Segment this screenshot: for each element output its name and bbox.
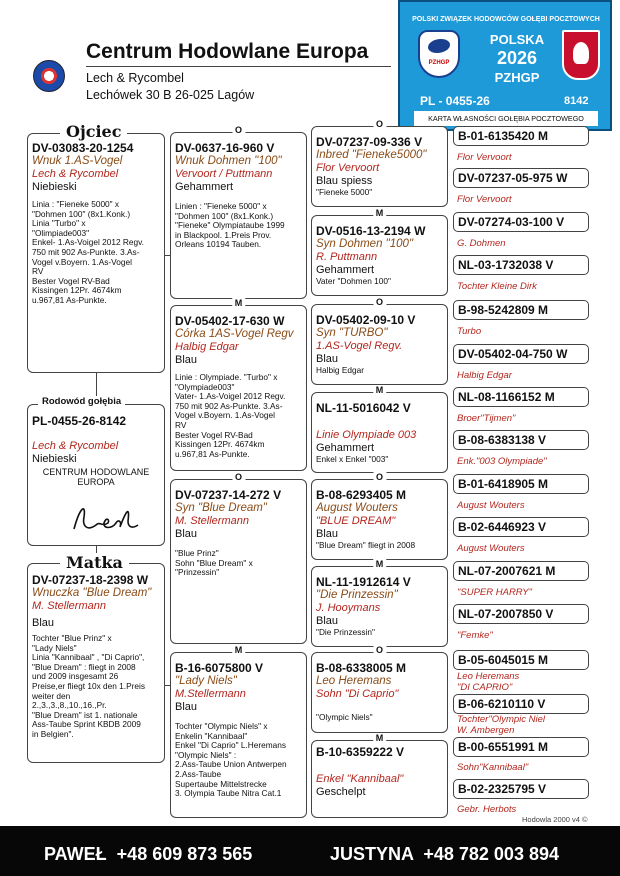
- sex-tag: M: [373, 385, 387, 395]
- ancestor-ring: NL-11-1912614 V: [316, 575, 411, 589]
- ancestor-owner: Enkel "Kannibaal": [316, 773, 404, 785]
- gen4-box-1[interactable]: [453, 126, 589, 146]
- ancestor-owner: 1.AS-Vogel Regv.: [316, 340, 403, 352]
- ancestor-owner: Vervoort / Puttmann: [175, 168, 273, 180]
- gen2-box-3[interactable]: [170, 472, 307, 644]
- ancestor-ring: B-16-6075800 V: [175, 661, 264, 675]
- ancestor-owner: "SUPER HARRY": [457, 587, 533, 598]
- sex-tag: O: [373, 297, 386, 307]
- sire-name: Wnuk 1.AS-Vogel: [32, 155, 123, 167]
- dam-ring: DV-07237-18-2398 W: [32, 573, 149, 587]
- eagle-emblem: [562, 30, 600, 80]
- ownership-card: [398, 0, 612, 131]
- ancestor-ring: DV-07237-05-975 W: [458, 171, 568, 185]
- card-year: 2026: [496, 48, 538, 68]
- dam-color: Blau: [32, 617, 55, 629]
- ancestor-owner-2: "DI CAPRIO": [457, 682, 513, 693]
- gen4-box-15[interactable]: [453, 737, 589, 757]
- gen4-box-7[interactable]: [453, 387, 589, 407]
- gen3-box-5[interactable]: [311, 472, 448, 560]
- ancestor-name: "Die Prinzessin": [316, 589, 398, 601]
- gen4-box-13[interactable]: [453, 650, 589, 670]
- ancestor-owner: Tochter"Olympic Niel: [457, 714, 546, 725]
- gen2-box-4[interactable]: [170, 645, 307, 818]
- subject-breeder-line1: CENTRUM HODOWLANE: [42, 467, 150, 477]
- gen4-box-11[interactable]: [453, 561, 589, 581]
- ancestor-ring: B-10-6359222 V: [316, 745, 405, 759]
- ancestor-color: Blau spiess: [316, 175, 373, 187]
- ancestor-owner: M. Stellermann: [175, 515, 249, 527]
- ancestor-owner: Tochter Kleine Dirk: [457, 281, 537, 292]
- gen4-box-8[interactable]: [453, 430, 589, 450]
- gen4-box-16[interactable]: [453, 779, 589, 799]
- subject-ring: PL-0455-26-8142: [32, 414, 127, 428]
- gen4-box-12[interactable]: [453, 604, 589, 624]
- ancestor-owner: Halbig Edgar: [175, 341, 239, 353]
- ancestor-notes: Linie : Olympiade. "Turbo" x "Olympiade003" Vater- 1.As-Voigel 2012 Regv. 750 mit 902 As-Punkte. 3.As- Vogel v.Boyern. 1.As-Vogel RV Bester Vogel RV-Bad Kissingen 12Pr. 4674km u.967,81 As-Punkte.: [175, 372, 286, 459]
- ancestor-notes: "Blue Dream" fliegt in 2008: [316, 540, 416, 550]
- ancestor-notes: Tochter "Olympic Niels" x Enkelin "Kannibaal" Enkel "Di Caprio" L.Heremans "Olympic Niels" : 2.Ass-Taube Union Antwerpen 2.Ass-Taube Supertaube Mittelstrecke 3. Olympia Taube Nitra Cat.1: [175, 721, 287, 799]
- ancestor-owner: August Wouters: [457, 543, 525, 554]
- sex-tag: O: [373, 645, 386, 655]
- ancestor-notes: Linien : "Fieneke 5000" x "Dohmen 100" (8x1.Konk.) "Fieneke" Olympiataube 1999 in Blackpool. 1.Preis Prov. Orleans 10194 Tauben.: [175, 201, 285, 250]
- gen3-box-2[interactable]: [311, 208, 448, 296]
- ancestor-owner: J. Hooymans: [316, 602, 381, 614]
- card-number: 8142: [564, 95, 589, 107]
- ancestor-name: August Wouters: [316, 502, 398, 514]
- sex-tag: M: [232, 645, 246, 655]
- ancestor-ring: NL-11-5016042 V: [316, 401, 411, 415]
- ancestor-owner: Gebr. Herbots: [457, 804, 517, 815]
- ancestor-ring: B-02-2325795 V: [458, 782, 547, 796]
- subject-color: Niebieski: [32, 453, 77, 465]
- ancestor-name: Inbred "Fieneke5000": [316, 149, 427, 161]
- ancestor-ring: NL-07-2007621 M: [458, 564, 556, 578]
- ancestor-color: Gehammert: [316, 442, 375, 454]
- logo-text: PZHGP: [428, 60, 450, 66]
- ancestor-ring: DV-0516-13-2194 W: [316, 224, 426, 238]
- subject-breeder-line2: EUROPA: [77, 477, 115, 487]
- card-ring: PL - 0455-26: [420, 94, 490, 108]
- ancestor-owner: Flor Vervoort: [457, 194, 512, 205]
- gen4-box-5[interactable]: [453, 300, 589, 320]
- ancestor-owner: Flor Vervoort: [316, 162, 380, 174]
- ancestor-ring: B-05-6045015 M: [458, 653, 549, 667]
- sex-tag: O: [232, 472, 245, 482]
- gen3-box-8[interactable]: [311, 733, 448, 818]
- ancestor-owner: Turbo: [457, 326, 482, 337]
- gen3-box-7[interactable]: [311, 645, 448, 733]
- ancestor-ring: B-01-6418905 M: [458, 477, 549, 491]
- ancestor-owner: August Wouters: [457, 500, 525, 511]
- ancestor-owner: Enk."003 Olympiade": [457, 456, 547, 467]
- subject-owner: Lech & Rycombel: [32, 440, 119, 452]
- sire-color: Niebieski: [32, 181, 77, 193]
- sire-ring: DV-03083-20-1254: [32, 141, 134, 155]
- pigeon-icon: [428, 39, 450, 53]
- ancestor-ring: NL-07-2007850 V: [458, 607, 554, 621]
- ancestor-notes: "Olympic Niels": [316, 712, 373, 722]
- ancestor-ring: B-08-6293405 M: [316, 488, 407, 502]
- card-country: POLSKA: [489, 32, 545, 47]
- header-owner: Lech & Rycombel: [86, 71, 184, 85]
- ancestor-color: Blau: [316, 528, 339, 540]
- gen4-box-10[interactable]: [453, 517, 589, 537]
- ancestor-color: Blau: [175, 354, 198, 366]
- ancestor-color: Blau: [175, 528, 198, 540]
- ancestor-notes: "Fieneke 5000": [316, 187, 373, 197]
- sex-tag: M: [373, 208, 387, 218]
- ancestor-owner: G. Dohmen: [457, 238, 506, 249]
- ancestor-owner: Flor Vervoort: [457, 152, 512, 163]
- ancestor-owner: Broer"Tijmen": [457, 413, 516, 424]
- ancestor-name: Córka 1AS-Vogel Regv: [175, 328, 294, 340]
- sex-tag: O: [373, 119, 386, 129]
- ancestor-ring: DV-05402-04-750 W: [458, 347, 568, 361]
- ancestor-notes: Vater "Dohmen 100": [316, 276, 391, 286]
- ancestor-color: Blau: [175, 701, 198, 713]
- signature: [66, 497, 146, 539]
- ancestor-name: Syn Dohmen "100": [316, 238, 414, 250]
- ancestor-ring: NL-03-1732038 V: [458, 258, 554, 272]
- ancestor-color: Gehammert: [175, 181, 234, 193]
- contact-pawel[interactable]: PAWEŁ +48 609 873 565: [44, 844, 253, 864]
- ancestor-owner: M.Stellermann: [175, 688, 246, 700]
- sire-notes: Linia : "Fieneke 5000" x "Dohmen 100" (8x1.Konk.) Linia "Turbo" x "Olimpiade003" Enkel- 1.As-Voigel 2012 Regv. 750 mit 902 As-Punkte. 3.As- Vogel v.Boyern. 1.As-Vogel RV Bester Vogel RV-Bad Kissingen 12Pr. 4674km u.967,81 As-Punkte.: [32, 199, 144, 305]
- ancestor-color: Blau: [316, 353, 339, 365]
- page-title: Centrum Hodowlane Europa: [86, 40, 369, 63]
- dam-label: Matka: [60, 553, 129, 572]
- card-org: POLSKI ZWIĄZEK HODOWCÓW GOŁĘBI POCZTOWYCH: [412, 16, 600, 23]
- ancestor-owner: R. Puttmann: [316, 251, 378, 263]
- subject-section-label: Rodowód gołębia: [38, 396, 125, 407]
- gen3-box-1[interactable]: [311, 119, 448, 207]
- eagle-icon: [573, 42, 589, 64]
- ancestor-ring: B-01-6135420 M: [458, 129, 549, 143]
- ancestor-ring: DV-05402-09-10 V: [316, 313, 416, 327]
- ancestor-ring: DV-0637-16-960 V: [175, 141, 275, 155]
- sire-label: Ojciec: [60, 122, 127, 141]
- ancestor-ring: B-08-6338005 M: [316, 661, 407, 675]
- ancestor-owner: "BLUE DREAM": [316, 515, 396, 527]
- ancestor-owner-2: W. Ambergen: [457, 725, 515, 736]
- sex-tag: M: [373, 559, 387, 569]
- ancestor-ring: B-06-6210110 V: [458, 697, 546, 711]
- org-logo: [33, 60, 65, 92]
- sire-owner: Lech & Rycombel: [32, 168, 119, 180]
- ancestor-name: Syn "Blue Dream": [175, 502, 267, 514]
- ancestor-name: Leo Heremans: [316, 675, 392, 687]
- ancestor-notes: Halbig Edgar: [316, 365, 364, 375]
- gen4-box-2[interactable]: [453, 168, 589, 188]
- gen3-box-3[interactable]: [311, 297, 448, 385]
- ancestor-color: Geschelpt: [316, 786, 366, 798]
- ancestor-color: Blau: [316, 615, 339, 627]
- dam-owner: M. Stellermann: [32, 600, 106, 612]
- ancestor-ring: NL-08-1166152 M: [458, 390, 555, 404]
- ancestor-owner: Sohn"Kannibaal": [457, 762, 529, 773]
- subject-card[interactable]: [27, 404, 165, 546]
- ancestor-ring: DV-05402-17-630 W: [175, 314, 285, 328]
- dam-card[interactable]: [27, 563, 165, 763]
- dam-notes: Tochter "Blue Prinz" x "Lady Niels" Linia "Kannibaal" , "Di Caprio", "Blue Dream" : fliegt in 2008 und 2009 insgesamt 26 Preise,er fliegt 10x den 1.Preis weiter den 2.,3.,3.,8.,10.,16.,Pr. "Blue Dream" ist 1. nationale Ass-Taube Sprint KBDB 2009 in Belgien".: [32, 633, 145, 739]
- ancestor-ring: B-02-6446923 V: [458, 520, 547, 534]
- dam-name: Wnuczka "Blue Dream": [32, 587, 152, 599]
- ancestor-notes: "Die Prinzessin": [316, 627, 375, 637]
- ancestor-owner: Leo Heremans: [457, 671, 520, 682]
- ancestor-ring: B-08-6383138 V: [458, 433, 547, 447]
- gen3-box-6[interactable]: [311, 559, 448, 647]
- sex-tag: O: [373, 472, 386, 482]
- ancestor-owner: Sohn "Di Caprio": [316, 688, 399, 700]
- ancestor-notes: "Blue Prinz" Sohn "Blue Dream" x "Prinzessin": [175, 548, 253, 578]
- gen3-box-4[interactable]: [311, 385, 448, 473]
- gen4-box-14[interactable]: [453, 694, 589, 714]
- ancestor-ring: DV-07274-03-100 V: [458, 215, 565, 229]
- ancestor-ring: B-00-6551991 M: [458, 740, 549, 754]
- ancestor-ring: B-98-5242809 M: [458, 303, 549, 317]
- gen4-box-6[interactable]: [453, 344, 589, 364]
- card-caption: KARTA WŁASNOŚCI GOŁĘBIA POCZTOWEGO: [414, 111, 598, 126]
- gen4-box-4[interactable]: [453, 255, 589, 275]
- version-label: Hodowla 2000 v4 ©: [522, 815, 588, 824]
- connector-sire-trunk: [96, 372, 97, 396]
- gen2-box-1[interactable]: [170, 125, 307, 299]
- ancestor-owner: "Femke": [457, 630, 493, 641]
- gen4-box-9[interactable]: [453, 474, 589, 494]
- footer-bar: [0, 826, 620, 876]
- gen2-box-2[interactable]: [170, 298, 307, 471]
- ancestor-name: Wnuk Dohmen "100": [175, 155, 282, 167]
- ancestor-name: "Lady Niels": [175, 675, 237, 687]
- ancestor-color: Gehammert: [316, 264, 375, 276]
- sire-card[interactable]: [27, 133, 165, 373]
- ancestor-owner: Linie Olympiade 003: [316, 429, 417, 441]
- header-address: Lechówek 30 B 26-025 Lagów: [86, 88, 255, 102]
- contact-justyna[interactable]: JUSTYNA +48 782 003 894: [330, 844, 559, 864]
- ancestor-ring: DV-07237-09-336 V: [316, 135, 423, 149]
- gen4-box-3[interactable]: [453, 212, 589, 232]
- ancestor-owner: Halbig Edgar: [457, 370, 512, 381]
- card-code: PZHGP: [494, 70, 540, 85]
- ancestor-name: Syn "TURBO": [316, 327, 388, 339]
- sex-tag: O: [232, 125, 245, 135]
- sex-tag: M: [232, 298, 246, 308]
- ancestor-notes: Enkel x Enkel "003": [316, 454, 389, 464]
- header-rule: [86, 66, 391, 67]
- sex-tag: M: [373, 733, 387, 743]
- ancestor-ring: DV-07237-14-272 V: [175, 488, 282, 502]
- pzhgp-logo: [418, 30, 460, 78]
